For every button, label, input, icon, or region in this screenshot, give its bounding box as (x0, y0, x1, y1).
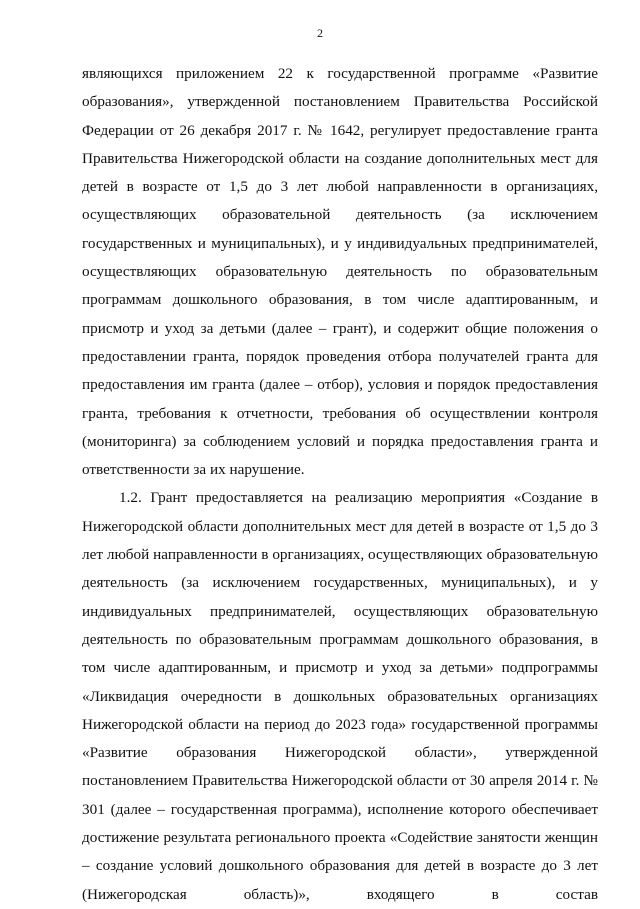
document-body (82, 60, 598, 909)
page-number: 2 (317, 26, 323, 40)
paragraph-continuation: являющихся приложением 22 к государственной программе «Развитие образования», утвержденной постановлением Правительства Российской Федерации от 26 декабря 2017 г. № 1642, регулирует предоставление гранта Правительства Нижегородской области на создание дополнительных мест для детей в возрасте от 1,5 до 3 лет любой направленности в организациях, осуществляющих образовательной деятельность (за исключением государственных и муниципальных), и у индивидуальных предпринимателей, осуществляющих образовательную деятельность по образовательным программам дошкольного образования, в том числе адаптированным, и присмотр и уход за детьми (далее – грант), и содержит общие положения о предоставлении гранта, порядок проведения отбора получателей гранта для предоставления им гранта (далее – отбор), условия и порядок предоставления гранта, требования к отчетности, требования об осуществлении контроля (мониторинга) за соблюдением условий и порядка предоставления гранта и ответственности за их нарушение. (82, 65, 598, 479)
paragraph-clause-1-2: 1.2. Грант предоставляется на реализацию мероприятия «Создание в Нижегородской области дополнительных мест для детей в возрасте от 1,5 до 3 лет любой направленности в организациях, осуществляющих образовательную деятельность (за исключением государственных, муниципальных), и у индивидуальных предпринимателей, осуществляющих образовательную деятельность по образовательным программам дошкольного образования, в том числе адаптированным, и присмотр и уход за детьми» подпрограммы «Ликвидация очередности в дошкольных образовательных организациях Нижегородской области на период до 2023 года» государственной программы «Развитие образования Нижегородской области», утвержденной постановлением Правительства Нижегородской области от 30 апреля 2014 г. № 301 (далее – государственная программа), исполнение которого обеспечивает достижение результата регионального проекта «Содействие занятости женщин – создание условий дошкольного образования для детей в возрасте до 3 лет (Нижегородская область)», входящего в состав (82, 489, 598, 903)
